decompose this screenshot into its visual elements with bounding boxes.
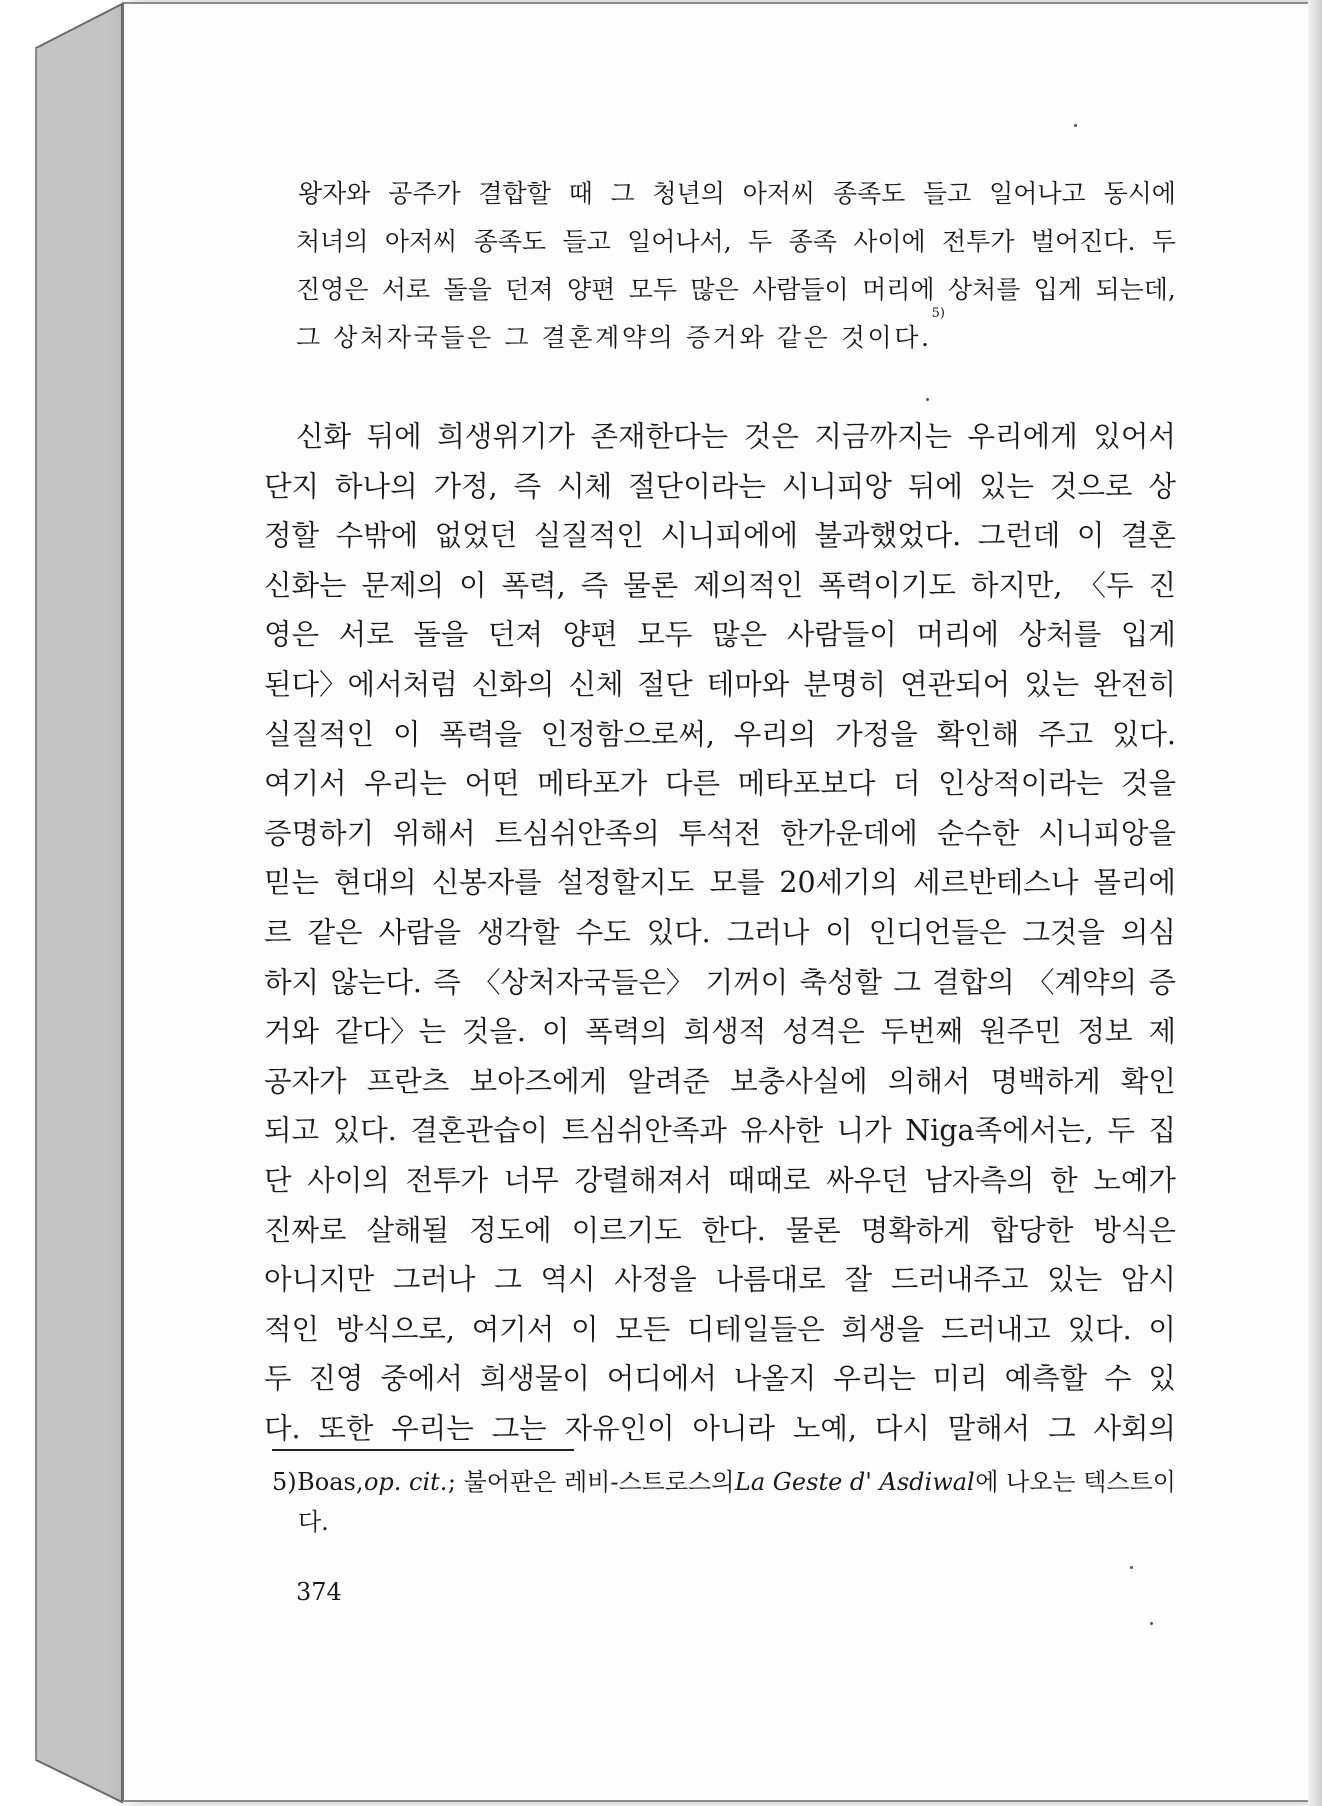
word: 하지만,	[970, 568, 1063, 602]
word: 그것을	[1022, 915, 1105, 949]
block-quote	[296, 170, 1176, 362]
word: 거와	[264, 1015, 320, 1049]
word: 이	[1076, 519, 1105, 553]
word: 시니피앙	[781, 469, 892, 503]
word: 입게	[1033, 275, 1083, 304]
body-line	[264, 1255, 1176, 1305]
word: 사정을	[614, 1263, 697, 1297]
word: 것을.	[461, 1015, 526, 1049]
word: 그러나	[726, 915, 810, 949]
body-line	[264, 1206, 1176, 1256]
body-line	[264, 858, 1176, 908]
word: 사회의	[1093, 1411, 1176, 1445]
word: 설정할지도	[556, 866, 695, 900]
word: 정할	[264, 519, 320, 553]
word: 있는	[1047, 1263, 1103, 1297]
word: 의심	[1120, 915, 1176, 949]
word: 연관되어	[900, 667, 1011, 701]
word: 축성할	[799, 965, 883, 999]
word: 절단	[637, 667, 693, 701]
word: 들고	[562, 227, 611, 256]
word: 집	[1148, 1114, 1176, 1148]
word: 모두	[637, 618, 693, 652]
word: 여기서	[264, 767, 347, 801]
word: 되고	[264, 1114, 320, 1148]
word: 그	[610, 179, 635, 208]
word: 청년의	[652, 179, 725, 208]
word: 명확하게	[860, 1213, 971, 1247]
word: 종족도	[473, 227, 547, 256]
word: 결혼관습이	[410, 1114, 549, 1148]
word: 강렬해져서	[574, 1163, 713, 1197]
book-spine	[0, 0, 124, 1806]
word: 머리에	[916, 618, 1000, 652]
body-line	[264, 1404, 1176, 1454]
word: 전투가	[942, 227, 1015, 256]
scan-speck	[1130, 1566, 1133, 1569]
word: 다.	[264, 1411, 301, 1445]
word: 시니피에에	[660, 519, 799, 553]
word: 현대의	[334, 866, 417, 900]
word: 동시에	[1103, 179, 1176, 208]
body-paragraph	[264, 412, 1176, 1453]
word: 된다〉에서처럼	[264, 667, 458, 701]
word: 모를	[709, 866, 765, 900]
word: 종족	[788, 227, 837, 256]
word: 진영은	[296, 275, 369, 304]
word: 말해서	[947, 1411, 1031, 1445]
word: 수	[1104, 1362, 1132, 1396]
word: 종족도	[832, 179, 906, 208]
word: 사람들이	[786, 618, 897, 652]
word: 단지	[264, 469, 320, 503]
word: 던져	[488, 618, 544, 652]
word: 머리에	[862, 275, 935, 304]
word: 전투가	[405, 1163, 489, 1197]
word: 공자가	[264, 1064, 347, 1098]
word: 폭력,	[501, 568, 566, 602]
word: 상처를	[947, 275, 1021, 304]
word: 이	[571, 1312, 599, 1346]
body-line	[264, 710, 1176, 760]
word: 노예가	[1093, 1163, 1176, 1197]
word: 두	[748, 227, 773, 256]
word: 상처를	[1018, 618, 1102, 652]
word: 더	[892, 767, 921, 801]
word: 사람을	[378, 915, 462, 949]
word: 신화	[296, 420, 352, 453]
word: 일어나서,	[627, 227, 732, 256]
word: 뒤에	[366, 420, 422, 453]
word: 또한	[318, 1411, 374, 1445]
word: 합당한	[990, 1213, 1074, 1247]
word: 그	[494, 1263, 522, 1297]
word: 방식으로,	[335, 1312, 455, 1346]
word: 있는	[1024, 667, 1080, 701]
word: 드러내주고	[890, 1263, 1029, 1297]
word: 서로	[338, 618, 394, 652]
footnote	[272, 1462, 1176, 1542]
word: 한가운데에	[780, 816, 918, 850]
word: 그	[1047, 1411, 1076, 1445]
word: 싸우던	[826, 1163, 909, 1197]
word: 하나의	[335, 469, 418, 503]
word: 물론	[623, 568, 679, 602]
word: 테마와	[706, 667, 790, 701]
quote-line	[296, 218, 1176, 266]
word: 던져	[505, 275, 554, 304]
body-line	[264, 908, 1176, 958]
word: 분명히	[803, 667, 886, 701]
body-line	[264, 610, 1176, 660]
word: 우리는	[391, 1411, 474, 1445]
footnote-text: 에 나오는 텍스트이	[975, 1468, 1176, 1496]
word: 되는데,	[1095, 275, 1176, 304]
body-line	[264, 958, 1176, 1008]
word: 우리는	[364, 767, 447, 801]
word: 보충사실에	[730, 1064, 868, 1098]
word: 두	[264, 1362, 292, 1396]
word: 다시	[874, 1411, 930, 1445]
body-line	[264, 759, 1176, 809]
word: 많은	[712, 618, 768, 652]
word: 〈계약의	[1026, 965, 1138, 999]
word: 수도	[575, 915, 631, 949]
word: 우리에게	[967, 420, 1078, 453]
word: 즉	[433, 965, 461, 999]
footnote-line	[272, 1462, 1176, 1502]
word: 존재한다는	[590, 420, 729, 453]
word: 신체	[568, 667, 624, 701]
word: 실질적인	[264, 717, 375, 751]
quote-line	[296, 170, 1176, 218]
word: 실질적인	[533, 519, 644, 553]
word: 시체	[557, 469, 613, 503]
footnote-rule	[272, 1449, 574, 1451]
word: 인정함으로써,	[540, 717, 715, 751]
word: 희생물이	[479, 1362, 590, 1396]
word: 것으로	[1049, 469, 1133, 503]
word: 모든	[615, 1312, 671, 1346]
word: 돌을	[413, 618, 469, 652]
body-line	[264, 1156, 1176, 1206]
body-line	[264, 660, 1176, 710]
footnote-ref: 5)	[931, 306, 945, 321]
word: 투석전	[678, 816, 762, 850]
word: 이	[541, 1015, 570, 1049]
word: 불과했었다.	[814, 519, 962, 553]
word: 사이에	[853, 227, 926, 256]
word: 양편	[566, 275, 616, 304]
word: 가정,	[433, 469, 498, 503]
word: 하지	[264, 965, 320, 999]
word: 예측할	[1004, 1362, 1088, 1396]
word: 공주가	[388, 179, 461, 208]
word: 많은	[690, 275, 739, 304]
body-line	[264, 1007, 1176, 1057]
word: 있다.	[1111, 717, 1176, 751]
page-number: 374	[296, 1578, 342, 1606]
word: 입게	[1120, 618, 1176, 652]
word: 방식은	[1093, 1213, 1176, 1247]
word: 신화는	[264, 568, 347, 602]
word: 폭력의	[585, 1015, 668, 1049]
word: 중에서	[380, 1362, 463, 1396]
word: 뒤에	[907, 469, 963, 503]
word: 그러나	[392, 1263, 476, 1297]
body-line	[264, 412, 1176, 462]
word: 처녀의	[296, 227, 369, 256]
word: 아저씨	[384, 227, 458, 256]
word: 이	[1148, 1312, 1176, 1346]
word: 희생적	[683, 1015, 767, 1049]
word: 사람들이	[752, 275, 849, 304]
word: 신봉자를	[431, 866, 542, 900]
word: 나름대로	[715, 1263, 826, 1297]
word: 프란츠	[366, 1064, 450, 1098]
word: 벌어진다.	[1030, 227, 1136, 256]
word: 믿는	[264, 866, 320, 900]
word: 아저씨	[742, 179, 816, 208]
word: 위해서	[393, 816, 476, 850]
word: 있다.	[1067, 1312, 1132, 1346]
word: 단	[264, 1163, 292, 1197]
word: 서로	[381, 275, 431, 304]
word: 생각할	[477, 915, 560, 949]
word: 확인해	[936, 717, 1020, 751]
word: 때때로	[727, 1163, 811, 1197]
word: 몰리에	[1093, 866, 1176, 900]
word: 세르반테스나	[913, 866, 1079, 900]
word: 결합할	[478, 179, 551, 208]
scan-speck	[1074, 124, 1077, 127]
word: 이	[392, 717, 421, 751]
word: 디테일들은	[687, 1312, 825, 1346]
word: 정보	[1077, 1015, 1133, 1049]
word: 미리	[932, 1362, 988, 1396]
word: 르	[264, 915, 292, 949]
word: 이르기도	[571, 1213, 682, 1247]
body-line	[264, 1106, 1176, 1156]
body-line	[264, 462, 1176, 512]
word: 그런데	[977, 519, 1061, 553]
word: 결혼	[1120, 519, 1176, 553]
quote-line	[296, 306, 1176, 362]
scan-speck	[926, 398, 929, 401]
footnote-line	[272, 1502, 1176, 1542]
word: 원주민	[979, 1015, 1062, 1049]
word: 〈상처자국들은〉	[472, 965, 695, 999]
word: 있는	[978, 469, 1034, 503]
word: 트심쉬안족의	[494, 816, 660, 850]
word: 알려준	[627, 1064, 710, 1098]
word: 때	[568, 179, 593, 208]
word: 제의적인	[693, 568, 804, 602]
word: 없었던	[434, 519, 518, 553]
word: 증	[1148, 965, 1176, 999]
footnote-author: Boas,	[297, 1468, 364, 1496]
word: 들고	[923, 179, 972, 208]
word: 상	[1148, 469, 1176, 503]
word: 나올지	[733, 1362, 817, 1396]
word: 아니지만	[264, 1263, 375, 1297]
word: 수밖에	[335, 519, 419, 553]
quote-line	[296, 266, 1176, 314]
word: 않는다.	[330, 965, 422, 999]
word: 있어서	[1093, 420, 1176, 453]
footnote-work: La Geste d' Asdiwal	[734, 1468, 975, 1496]
word: 사이의	[307, 1163, 390, 1197]
word: 증명하기	[264, 816, 375, 850]
word: 보아즈에게	[469, 1064, 608, 1098]
word: 폭력이기도	[818, 568, 956, 602]
word: 니가	[836, 1114, 892, 1148]
word: 〈두	[1077, 568, 1134, 602]
word: 순수한	[936, 816, 1020, 850]
word: 같은	[307, 915, 363, 949]
word: 정도에	[469, 1213, 552, 1247]
word: 노예,	[792, 1411, 857, 1445]
word: 결합의	[932, 965, 1015, 999]
word: 의해서	[887, 1064, 971, 1098]
word: 두	[1151, 227, 1176, 256]
footnote-text: ; 불어판은 레비-스트로스의	[447, 1468, 735, 1496]
quote-line-text: 그 상처자국들은 그 결혼계약의 증거와 같은 것이다.	[296, 323, 932, 352]
word: 돌을	[443, 275, 492, 304]
word: 아니라	[692, 1411, 776, 1445]
body-line	[264, 1354, 1176, 1404]
body-line	[264, 1305, 1176, 1355]
word: 진	[1148, 568, 1176, 602]
word: 있다.	[332, 1114, 397, 1148]
word: 유사한	[740, 1114, 823, 1148]
footnote-opcit: op. cit.	[363, 1468, 448, 1496]
word: 두번째	[880, 1015, 964, 1049]
word: 영은	[264, 618, 320, 652]
word: 어떤	[464, 767, 520, 801]
word: 인디언들은	[868, 915, 1007, 949]
word: 트심쉬안족과	[561, 1114, 727, 1148]
word: 즉	[513, 469, 542, 503]
word: 확인	[1120, 1064, 1176, 1098]
word: 양편	[562, 618, 618, 652]
word: 절단이라는	[628, 469, 766, 503]
word: 모두	[628, 275, 677, 304]
word: 그는	[491, 1411, 547, 1445]
word: 여기서	[471, 1312, 555, 1346]
word: 희생을	[841, 1312, 924, 1346]
word: 신화의	[471, 667, 555, 701]
body-line	[264, 511, 1176, 561]
word: 왕자와	[298, 179, 371, 208]
footnote-text: 다.	[298, 1508, 329, 1536]
word: 것을	[1120, 767, 1176, 801]
word: 즉	[580, 568, 609, 602]
body-line	[264, 561, 1176, 611]
word: 잘	[844, 1263, 872, 1297]
word: 명백하게	[990, 1064, 1101, 1098]
word: 일어나고	[989, 179, 1086, 208]
word: 물론	[785, 1213, 841, 1247]
word: 메타포보다	[737, 767, 876, 801]
word: 드러내고	[940, 1312, 1051, 1346]
word: 메타포가	[537, 767, 648, 801]
word: 우리의	[733, 717, 817, 751]
word: 인상적이라는	[938, 767, 1104, 801]
word: 폭력을	[439, 717, 522, 751]
word: 너무	[503, 1163, 559, 1197]
word: 20세기의	[779, 866, 899, 900]
word: 암시	[1120, 1263, 1176, 1297]
word: 이	[459, 568, 487, 602]
word: 이	[825, 915, 853, 949]
word: 있다.	[646, 915, 711, 949]
word: 자유인이	[564, 1411, 675, 1445]
word: 살해될	[366, 1213, 450, 1247]
word: 진영	[308, 1362, 364, 1396]
footnote-number: 5)	[272, 1468, 297, 1496]
word: 적인	[264, 1312, 320, 1346]
word: 우리는	[833, 1362, 916, 1396]
word: 다른	[664, 767, 720, 801]
word: 성격은	[782, 1015, 865, 1049]
word: 한	[1050, 1163, 1078, 1197]
word: 것은	[743, 420, 799, 453]
word: 문제의	[361, 568, 445, 602]
word: 진짜로	[264, 1213, 347, 1247]
word: 역시	[540, 1263, 596, 1297]
word: 가정을	[835, 717, 918, 751]
word: 지금까지는	[814, 420, 953, 453]
word: 한다.	[701, 1213, 766, 1247]
word: 두	[1107, 1114, 1135, 1148]
word: 기꺼이	[705, 965, 789, 999]
word: 그	[893, 965, 921, 999]
word: 있	[1148, 1362, 1176, 1396]
word: 시니피앙을	[1038, 816, 1176, 850]
body-line	[264, 1057, 1176, 1107]
word: Niga족에서는,	[905, 1114, 1094, 1148]
word: 같다〉는	[334, 1015, 447, 1049]
word: 주고	[1037, 717, 1094, 751]
body-line	[264, 809, 1176, 859]
word: 남자측의	[924, 1163, 1035, 1197]
word: 어디에서	[606, 1362, 717, 1396]
word: 완전히	[1093, 667, 1176, 701]
page-edge-shadow	[1308, 0, 1322, 1806]
scan-speck	[1150, 1622, 1153, 1625]
word: 희생위기가	[437, 420, 575, 453]
word: 제	[1148, 1015, 1176, 1049]
